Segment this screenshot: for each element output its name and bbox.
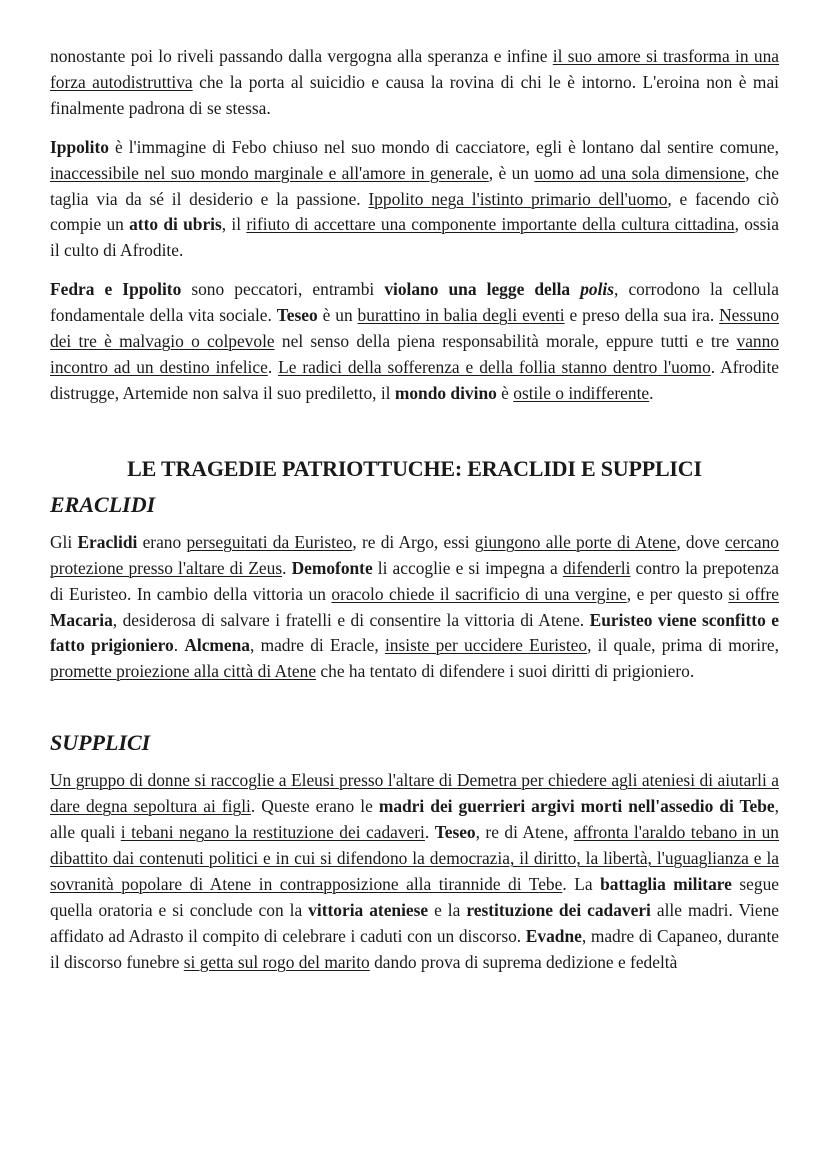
underlined-text: cercano protezione presso l'altare di Zeus: [50, 531, 779, 578]
text-run: nel senso della piena responsabilità morale, eppure tutti e tre: [274, 331, 737, 352]
underlined-text: burattino in balia degli eventi: [357, 305, 565, 326]
text-run: nonostante poi lo riveli passando dalla vergogna alla speranza e infine: [50, 46, 553, 66]
text-run: , re di Argo, essi: [352, 531, 475, 552]
paragraph-fedra-conclusion: [50, 44, 779, 122]
bold-text: Teseo: [276, 305, 318, 326]
bold-text: Fedra e Ippolito: [50, 279, 182, 300]
underlined-text: rifiuto di accettare una componente importante della cultura cittadina: [246, 214, 735, 235]
text-run: , corrodono la cellula fondamentale della vita sociale.: [50, 279, 779, 326]
heading-eraclidi: ERACLIDI: [50, 491, 156, 517]
bold-text: Macaria: [50, 609, 113, 630]
text-run: , e per questo: [626, 583, 729, 604]
underlined-text: affronta l'araldo tebano in un dibattito dai contenuti politici e in cui si difendono la democrazia, il diritto, la libertà, l'uguaglianza e la sovranità popolare di Atene in contrapposizione alla tirannide di Tebe: [50, 822, 779, 894]
underlined-text: giungono alle porte di Atene: [474, 531, 677, 552]
underlined-text: ostile o indifferente: [513, 382, 650, 403]
text-run: dando prova di suprema dedizione e fedeltà: [369, 951, 678, 972]
underlined-text: inaccessibile nel suo mondo marginale e all'amore in generale: [50, 162, 489, 183]
bold-text: battaglia militare: [600, 873, 732, 894]
document-page: [50, 44, 779, 988]
paragraph-supplici: [50, 768, 779, 975]
text-run: che la porta al suicidio e causa la rovina di chi le è intorno. L'eroina non è mai finalmente padrona di se stessa.: [50, 71, 779, 118]
underlined-text: i tebani negano la restituzione dei cadaveri: [120, 822, 425, 843]
text-run: è l'immagine di Febo chiuso nel suo mondo di cacciatore, egli è lontano dal sentire comune,: [108, 136, 779, 157]
text-run: , e facendo ciò compie un: [50, 188, 779, 235]
text-run: , madre di Eracle,: [250, 635, 385, 656]
bold-text: mondo divino: [394, 382, 497, 403]
underlined-text: vanno incontro ad un destino infelice: [50, 331, 780, 377]
text-run: .: [267, 356, 279, 377]
text-run: sono peccatori, entrambi: [181, 279, 385, 300]
bold-text: Evadne: [525, 925, 582, 946]
text-run: , è un: [488, 162, 535, 183]
text-run: .: [173, 635, 185, 656]
text-run: .: [649, 382, 654, 403]
text-run: è un: [317, 305, 358, 326]
text-run: , alle quali: [50, 796, 780, 843]
underlined-text: insiste per uccidere Euristeo: [384, 635, 588, 656]
bold-text: atto di ubris: [129, 214, 222, 235]
paragraph-peccatori: [50, 277, 779, 407]
text-run: Gli: [50, 531, 78, 552]
heading-supplici: SUPPLICI: [50, 730, 151, 756]
text-run: che ha tentato di difendere i suoi diritti di prigioniero.: [316, 661, 695, 682]
text-run: erano: [137, 531, 187, 552]
text-run: li accoglie e si impegna a: [372, 557, 563, 578]
text-run: . Queste erano le: [250, 796, 379, 817]
text-run: , dove: [676, 531, 725, 552]
text-run: segue quella oratoria e si conclude con la: [50, 873, 780, 920]
text-run: , il quale, prima di morire,: [587, 635, 779, 656]
section-title: LE TRAGEDIE PATRIOTTUCHE: ERACLIDI E SUPPLICI: [127, 455, 702, 481]
text-run: , il: [221, 214, 247, 235]
bold-text: Teseo: [434, 822, 476, 843]
bold-text: Ippolito: [50, 136, 109, 157]
text-run: , ossia il culto di Afrodite.: [50, 214, 779, 261]
underlined-text: uomo ad una sola dimensione: [534, 162, 746, 183]
underlined-text: oracolo chiede il sacrificio di una vergine: [331, 583, 627, 604]
underlined-text: promette proiezione alla città di Atene: [50, 661, 317, 682]
underlined-text: Un gruppo di donne si raccoglie a Eleusi presso l'altare di Demetra per chiedere agli ateniesi di aiutarli a dare degna sepoltura ai figli: [50, 770, 779, 817]
text-run: . Afrodite distrugge, Artemide non salva il suo prediletto, il: [50, 356, 779, 403]
text-run: e la: [428, 899, 467, 920]
bold-text: violano una legge della: [384, 279, 581, 300]
underlined-text: il suo amore si trasforma in una forza autodistruttiva: [50, 46, 779, 92]
text-run: , desiderosa di salvare i fratelli e di consentire la vittoria di Atene.: [112, 609, 590, 630]
text-run: . La: [562, 873, 601, 894]
underlined-text: Nessuno dei tre è malvagio o colpevole: [50, 305, 780, 352]
underlined-text: si getta sul rogo del marito: [183, 951, 370, 972]
text-run: è: [496, 382, 514, 403]
bold-text: Euristeo viene sconfitto e fatto prigioniero: [50, 609, 779, 656]
underlined-text: Ippolito nega l'istinto primario dell'uomo: [368, 188, 668, 209]
bold-text: polis: [580, 279, 615, 300]
bold-text: madri dei guerrieri argivi morti nell'assedio di Tebe: [378, 796, 775, 817]
paragraph-eraclidi: [50, 530, 779, 685]
underlined-text: si offre: [728, 583, 779, 604]
text-run: , re di Atene,: [475, 822, 574, 843]
underlined-text: difenderli: [562, 557, 631, 578]
underlined-text: Le radici della sofferenza e della follia stanno dentro l'uomo: [278, 356, 711, 377]
text-run: .: [282, 557, 292, 578]
bold-text: Alcmena: [184, 635, 250, 656]
underlined-text: perseguitati da Euristeo: [186, 531, 353, 552]
text-run: e preso della sua ira.: [564, 305, 720, 326]
bold-text: vittoria ateniese: [308, 899, 429, 920]
text-run: alle madri. Viene affidato ad Adrasto il compito di celebrare i caduti con un discorso.: [50, 899, 780, 946]
text-run: contro la prepotenza di Euristeo. In cambio della vittoria un: [50, 557, 779, 604]
text-run: .: [424, 822, 435, 843]
paragraph-ippolito: [50, 135, 779, 265]
bold-text: restituzione dei cadaveri: [466, 899, 651, 920]
text-run: , madre di Capaneo, durante il discorso funebre: [50, 925, 779, 972]
bold-text: Demofonte: [291, 557, 373, 578]
text-run: , che taglia via da sé il desiderio e la passione.: [50, 162, 780, 209]
bold-text: Eraclidi: [77, 531, 138, 552]
